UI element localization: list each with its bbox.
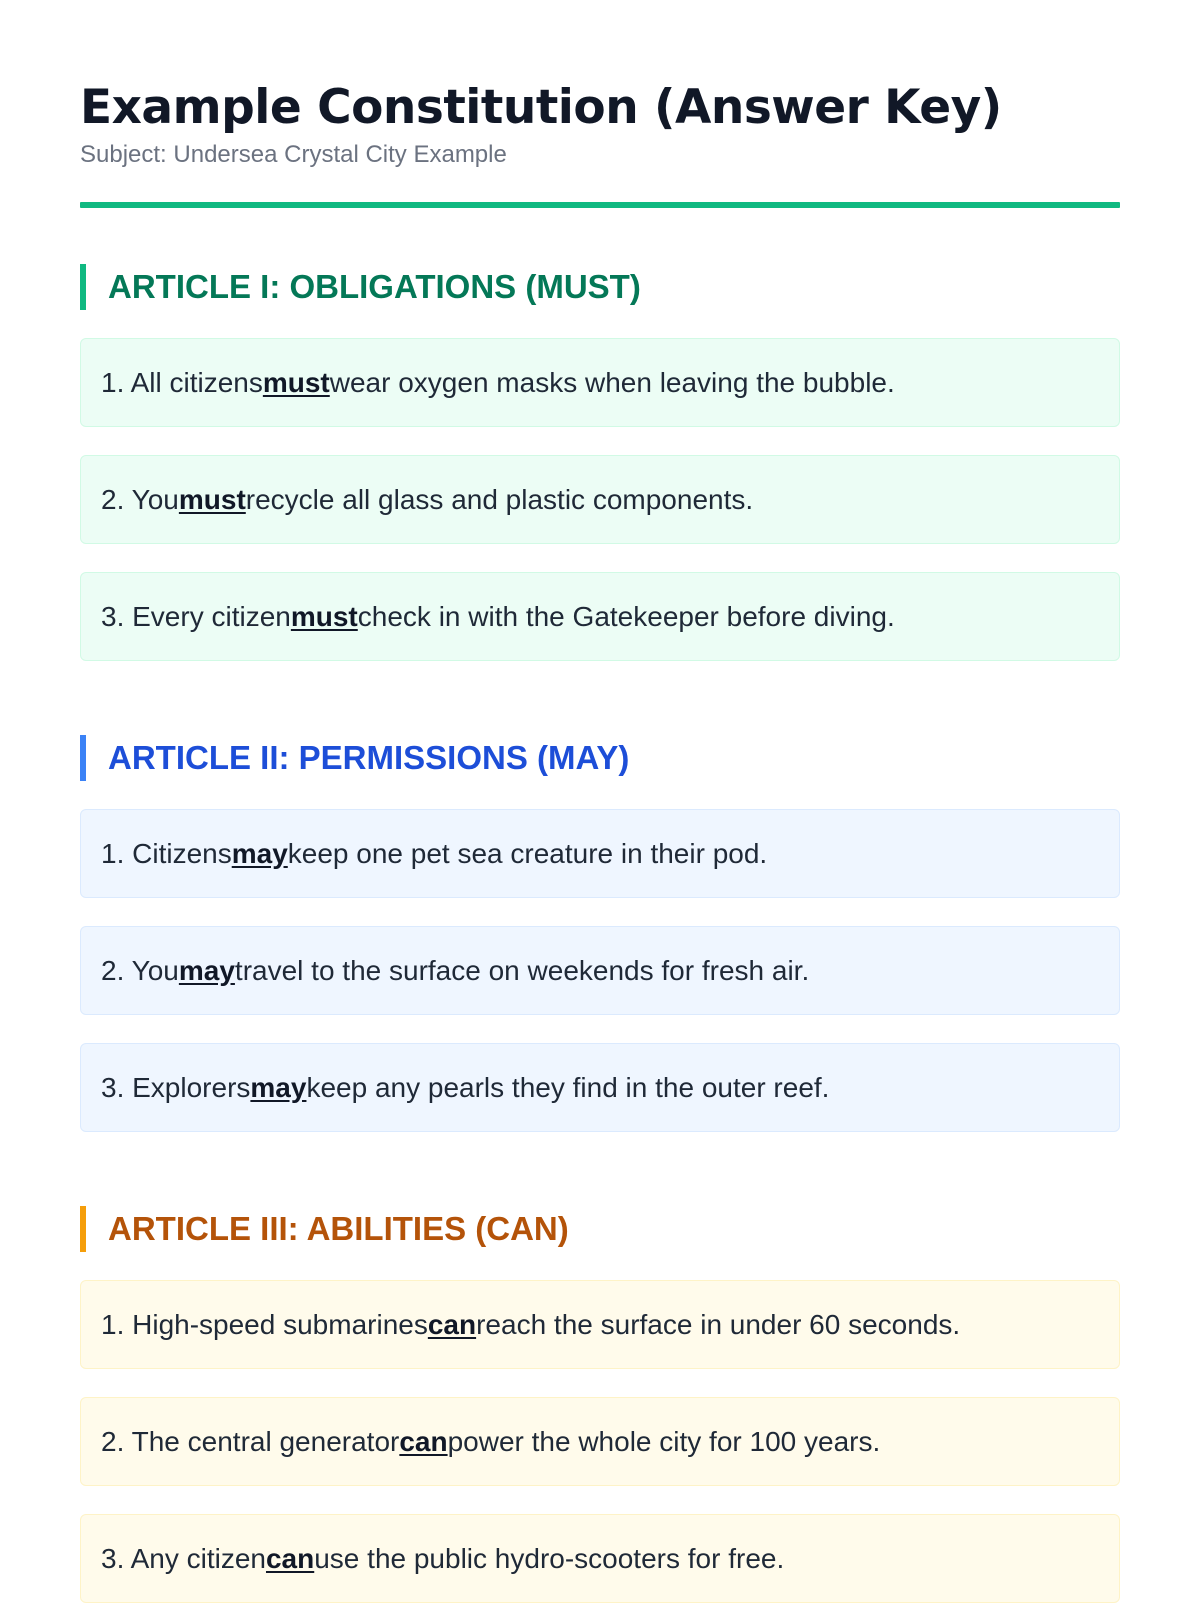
clause-list: [80, 809, 1120, 1132]
modal-verb: may: [231, 837, 288, 869]
clause-item: [80, 926, 1120, 1015]
clause-text-before: 2. You: [101, 483, 179, 515]
clause-item: [80, 809, 1120, 898]
article-heading: ARTICLE I: OBLIGATIONS (MUST): [80, 264, 1120, 310]
clause-text-after: use the public hydro-scooters for free.: [314, 1542, 785, 1574]
clause-text-after: power the whole city for 100 years.: [447, 1425, 881, 1457]
clause-text-after: recycle all glass and plastic components.: [245, 483, 754, 515]
modal-verb: can: [427, 1308, 477, 1340]
clause-text-before: 3. Every citizen: [101, 600, 291, 632]
modal-verb: must: [262, 366, 330, 398]
clause-item: [80, 1514, 1120, 1603]
article-heading: ARTICLE II: PERMISSIONS (MAY): [80, 735, 1120, 781]
modal-verb: may: [250, 1071, 307, 1103]
clause-item: [80, 338, 1120, 427]
clause-item: [80, 1280, 1120, 1369]
document-title: Example Constitution (Answer Key): [80, 80, 1002, 135]
clause-list: [80, 338, 1120, 661]
clause-text-after: wear oxygen masks when leaving the bubble.: [329, 366, 895, 398]
article-heading: ARTICLE III: ABILITIES (CAN): [80, 1206, 1120, 1252]
clause-text-after: keep any pearls they find in the outer reef.: [306, 1071, 830, 1103]
modal-verb: may: [178, 954, 235, 986]
clause-text-after: check in with the Gatekeeper before diving.: [357, 600, 895, 632]
title-divider: [80, 202, 1120, 208]
clause-text-after: reach the surface in under 60 seconds.: [476, 1308, 961, 1340]
modal-verb: must: [178, 483, 246, 515]
clause-item: [80, 1043, 1120, 1132]
clause-item: [80, 1397, 1120, 1486]
clause-text-after: keep one pet sea creature in their pod.: [287, 837, 768, 869]
clause-text-before: 1. High-speed submarines: [101, 1308, 428, 1340]
clause-text-before: 3. Any citizen: [101, 1542, 266, 1574]
article-permissions: [80, 735, 1120, 1132]
modal-verb: can: [399, 1425, 448, 1457]
clause-text-before: 2. You: [101, 954, 179, 986]
modal-verb: can: [265, 1542, 315, 1574]
article-obligations: [80, 264, 1120, 661]
clause-text-before: 2. The central generator: [101, 1425, 400, 1457]
clause-item: [80, 455, 1120, 544]
clause-text-before: 1. Citizens: [101, 837, 232, 869]
clause-text-before: 3. Explorers: [101, 1071, 251, 1103]
clause-text-before: 1. All citizens: [101, 366, 263, 398]
clause-list: [80, 1280, 1120, 1603]
document-subtitle: Subject: Undersea Crystal City Example: [80, 141, 507, 168]
clause-text-after: travel to the surface on weekends for fresh air.: [234, 954, 810, 986]
clause-item: [80, 572, 1120, 661]
article-abilities: [80, 1206, 1120, 1603]
modal-verb: must: [290, 600, 358, 632]
